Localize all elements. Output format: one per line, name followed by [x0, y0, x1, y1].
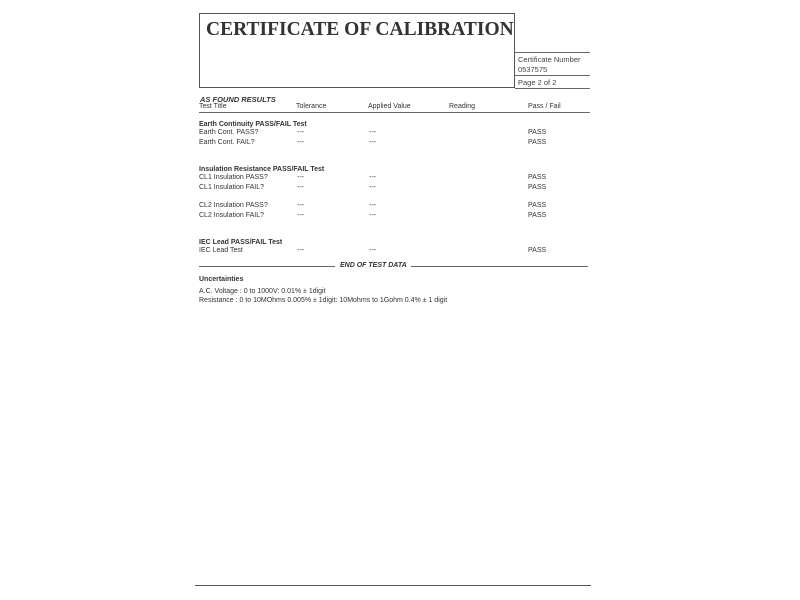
table-row: [0, 129, 800, 139]
page-number-rule: [515, 88, 590, 89]
group-title-insulation-resistance: Insulation Resistance PASS/FAIL Test: [199, 166, 325, 173]
cert-number-rule-bottom: [515, 75, 590, 76]
row-applied: ---: [369, 129, 376, 136]
col-header-applied-value: Applied Value: [368, 103, 411, 110]
page-number: Page 2 of 2: [518, 78, 557, 87]
row-applied: ---: [369, 184, 376, 191]
end-rule-left: [199, 266, 335, 267]
table-row: [0, 212, 800, 222]
certificate-title: CERTIFICATE OF CALIBRATION: [206, 19, 514, 40]
table-row: [0, 184, 800, 194]
table-row: [0, 247, 800, 257]
table-row: [0, 139, 800, 149]
row-tolerance: ---: [297, 129, 304, 136]
row-test: IEC Lead Test: [199, 247, 243, 254]
end-of-test-data: END OF TEST DATA: [340, 262, 407, 269]
group-title-earth-continuity: Earth Continuity PASS/FAIL Test: [199, 121, 307, 128]
group-title-iec-lead: IEC Lead PASS/FAIL Test: [199, 239, 283, 246]
col-header-pass-fail: Pass / Fail: [528, 103, 561, 110]
certificate-number-label: Certificate Number: [518, 55, 581, 64]
uncertainty-line: Resistance : 0 to 10MOhms 0.005% ± 1digit: 10Mohms to 1Gohm 0.4% ± 1 digit: [199, 297, 448, 304]
row-tolerance: ---: [297, 174, 304, 181]
row-applied: ---: [369, 139, 376, 146]
row-test: Earth Cont. PASS?: [199, 129, 259, 136]
col-header-test-title: Test Title: [199, 103, 227, 110]
row-applied: ---: [369, 212, 376, 219]
row-result: PASS: [528, 184, 547, 191]
table-row: [0, 202, 800, 212]
col-header-tolerance: Tolerance: [296, 103, 327, 110]
row-result: PASS: [528, 174, 547, 181]
header-rule: [199, 112, 590, 113]
row-tolerance: ---: [297, 247, 304, 254]
row-tolerance: ---: [297, 212, 304, 219]
row-tolerance: ---: [297, 139, 304, 146]
footer-rule: [195, 585, 591, 586]
row-test: Earth Cont. FAIL?: [199, 139, 255, 146]
row-test: CL1 Insulation FAIL?: [199, 184, 264, 191]
row-applied: ---: [369, 202, 376, 209]
title-box: [199, 13, 515, 88]
row-test: CL2 Insulation FAIL?: [199, 212, 264, 219]
row-result: PASS: [528, 247, 547, 254]
row-applied: ---: [369, 247, 376, 254]
row-tolerance: ---: [297, 202, 304, 209]
row-result: PASS: [528, 129, 547, 136]
certificate-number-value: 0537575: [518, 65, 548, 74]
row-applied: ---: [369, 174, 376, 181]
cert-number-rule-top: [515, 52, 590, 53]
row-test: CL2 Insulation PASS?: [199, 202, 268, 209]
table-row: [0, 174, 800, 184]
uncertainty-line: A.C. Voltage : 0 to 1000V: 0.01% ± 1digit: [199, 288, 326, 295]
row-result: PASS: [528, 202, 547, 209]
end-rule-right: [411, 266, 588, 267]
row-test: CL1 Insulation PASS?: [199, 174, 268, 181]
row-result: PASS: [528, 212, 547, 219]
row-result: PASS: [528, 139, 547, 146]
section-title: AS FOUND RESULTS: [200, 95, 276, 104]
col-header-reading: Reading: [449, 103, 476, 110]
row-tolerance: ---: [297, 184, 304, 191]
uncertainties-title: Uncertainties: [199, 276, 244, 283]
